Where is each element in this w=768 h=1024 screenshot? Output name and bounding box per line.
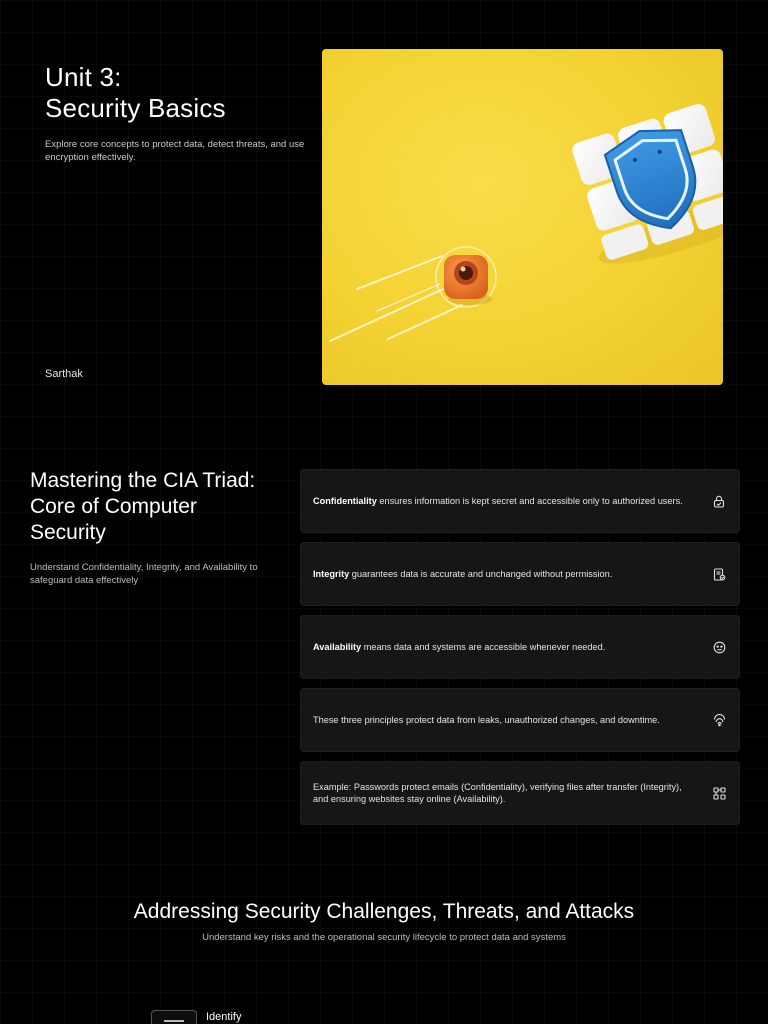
- network-icon: [711, 785, 727, 801]
- card-description: Example: Passwords protect emails (Confidentiality), verifying files after transfer (Integrity), and ensuring websites stay online (Availability).: [313, 781, 682, 804]
- challenges-section-title: Addressing Security Challenges, Threats, and Attacks: [133, 900, 635, 923]
- clock-icon: [711, 639, 727, 655]
- cube-block: [563, 89, 723, 276]
- author-name: Sarthak: [45, 368, 83, 380]
- cia-section-title: Mastering the CIA Triad: Core of Computer Security: [30, 469, 256, 544]
- card-description: These three principles protect data from leaks, unauthorized changes, and downtime.: [313, 714, 660, 725]
- hero-subtitle: Explore core concepts to protect data, detect threats, and use encryption effectively.: [45, 139, 305, 163]
- hero-title: [45, 62, 226, 124]
- card-text: [313, 781, 711, 806]
- card-term: Integrity: [313, 568, 350, 579]
- challenges-section-subtitle: Understand key risks and the operational security lifecycle to protect data and systems: [202, 932, 566, 943]
- card-example: [300, 761, 740, 825]
- security-illustration: [322, 49, 723, 385]
- card-text: [313, 714, 711, 727]
- card-integrity: [300, 542, 740, 606]
- motion-lines: [330, 256, 462, 341]
- card-description: guarantees data is accurate and unchanged without permission.: [349, 568, 613, 579]
- lock-icon: [711, 493, 727, 509]
- card-description: ensures information is kept secret and accessible only to authorized users.: [376, 495, 683, 506]
- card-text: [313, 495, 711, 508]
- card-principles-summary: [300, 688, 740, 752]
- card-description: means data and systems are accessible whenever needed.: [361, 641, 606, 652]
- card-confidentiality: [300, 469, 740, 533]
- card-text: [313, 568, 711, 581]
- cia-section-subtitle: Understand Confidentiality, Integrity, and Availability to safeguard data effectively: [30, 562, 258, 586]
- hero-title-line2: Security Basics: [45, 93, 226, 123]
- card-term: Confidentiality: [313, 495, 377, 506]
- step-label-identify: Identify: [206, 1011, 242, 1023]
- fingerprint-icon: [711, 712, 727, 728]
- document-check-icon: [711, 566, 727, 582]
- hero-title-line1: Unit 3:: [45, 62, 122, 92]
- record-button-icon: [436, 247, 496, 307]
- card-text: [313, 641, 711, 654]
- identify-step-icon: [151, 1010, 197, 1024]
- hero-illustration: [322, 49, 723, 385]
- card-availability: [300, 615, 740, 679]
- card-term: Availability: [313, 641, 362, 652]
